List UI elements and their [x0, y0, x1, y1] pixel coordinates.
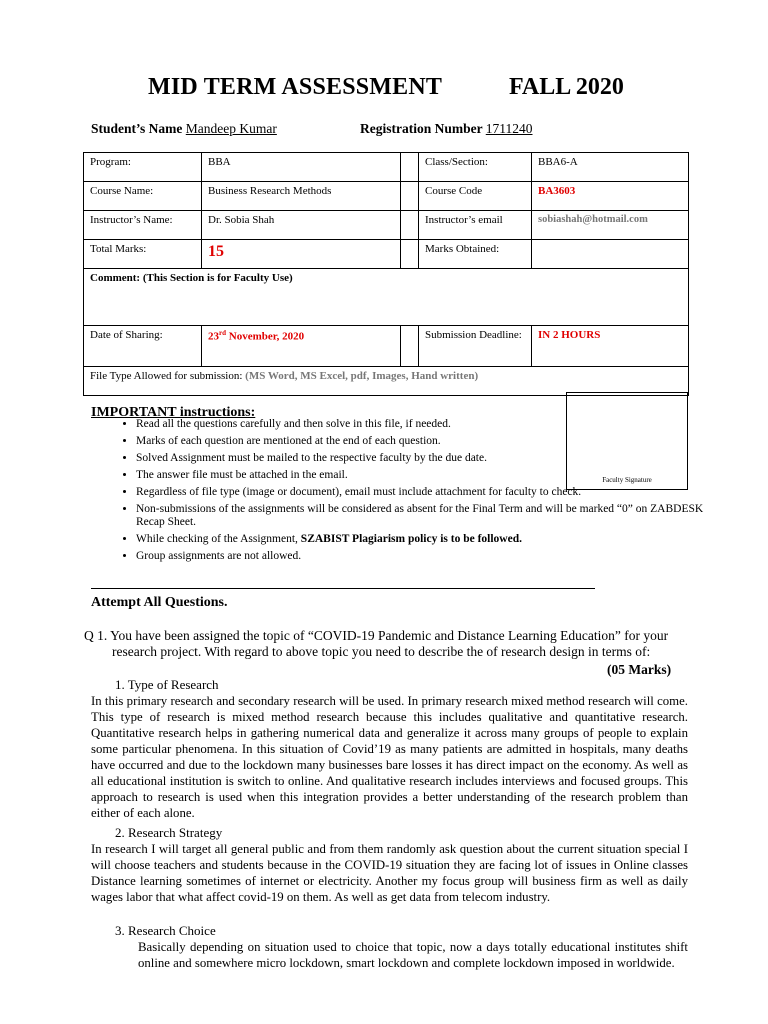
plagiarism-policy: SZABIST Plagiarism policy is to be followed. [300, 533, 522, 545]
table-row [84, 240, 689, 269]
program-value: BBA [202, 153, 401, 182]
date-value [202, 326, 401, 367]
student-name-label: Student’s Name [91, 121, 183, 136]
list-item: • The answer file must be attached in the email. [136, 469, 721, 482]
registration-line [360, 121, 533, 137]
section-2-text: In research I will target all general public and from them randomly ask question about the current situation special I will choose teachers and students because in the COVID-19 situation they are facing lot of issues in Online classes Distance learning sometimes of internet or electricity. Another my focus group will business firm as well as daily wages labor that what affect covid-19 on them. As well as get data from telecom industry. [91, 842, 688, 904]
list-item: • Marks of each question are mentioned at the end of each question. [136, 435, 721, 448]
marks-obtained-value [532, 240, 689, 269]
section-3-text: Basically depending on situation used to choice that topic, now a days totally educational institutes shift online and somewhere micro lockdown, smart lockdown and complete lockdown imposed in worldwide. [138, 940, 688, 970]
filetype-label: File Type Allowed for submission: [90, 370, 246, 382]
list-item-text: While checking of the Assignment, [136, 533, 301, 545]
document-title: MID TERM ASSESSMENT [148, 74, 443, 100]
class-label: Class/Section: [419, 153, 532, 182]
deadline-value: IN 2 HOURS [532, 326, 689, 367]
instructions-heading: IMPORTANT instructions: [91, 405, 256, 420]
student-name-line [91, 121, 277, 137]
spacer-cell [401, 326, 419, 367]
spacer-cell [401, 240, 419, 269]
list-item: • Regardless of file type (image or document), email must include attachment for faculty to check. [136, 486, 721, 499]
spacer-cell [401, 211, 419, 240]
faculty-signature-label: Faculty Signature [602, 476, 652, 484]
date-day: 23 [208, 330, 219, 343]
divider [91, 588, 595, 589]
deadline-label: Submission Deadline: [419, 326, 532, 367]
question-marks: (05 Marks) [607, 662, 672, 677]
table-row [84, 326, 689, 367]
spacer-cell [401, 153, 419, 182]
course-code-value: BA3603 [532, 182, 689, 211]
section-3-title: 3. Research Choice [115, 923, 216, 938]
section-1-text: In this primary research and secondary research will be used. In primary research mixed method research will come. This type of research is mixed method research because this includes qualitative and quantitative research. Quantitative research helps in gathering numerical data and generalize it across many groups of people to explain some particular phenomena. In this situation of Covid’19 as many patients are admitted in hospitals, many deaths have occurred and due to the lockdown many businesses bare losses it has direct impact on the economy. As well as all educational institution is switch to online. And qualitative research includes interviews and focused groups. This approach to research is used when this integration provides a better understanding of the research problem than either of each alone. [91, 694, 688, 820]
date-rest: November, 2020 [226, 330, 305, 343]
registration-label: Registration Number [360, 121, 483, 136]
question-1 [84, 628, 690, 660]
instructor-value: Dr. Sobia Shah [202, 211, 401, 240]
info-table [83, 152, 689, 396]
list-item: • Read all the questions carefully and then solve in this file, if needed. [136, 418, 721, 431]
table-row [84, 211, 689, 240]
email-label: Instructor’s email [419, 211, 532, 240]
document-term: FALL 2020 [509, 74, 624, 100]
course-code-label: Course Code [419, 182, 532, 211]
marks-obtained-label: Marks Obtained: [419, 240, 532, 269]
email-value: sobiashah@hotmail.com [532, 211, 689, 240]
student-name-value: Mandeep Kumar [185, 121, 277, 136]
list-item: • Group assignments are not allowed. [136, 550, 721, 563]
list-item [136, 533, 721, 546]
filetype-value: (MS Word, MS Excel, pdf, Images, Hand written) [245, 370, 479, 382]
list-item: • Solved Assignment must be mailed to the respective faculty by the due date. [136, 452, 721, 465]
table-row [84, 182, 689, 211]
course-name-value: Business Research Methods [202, 182, 401, 211]
table-row [84, 269, 689, 326]
total-marks-value: 15 [202, 240, 401, 269]
spacer-cell [401, 182, 419, 211]
list-item: • Non-submissions of the assignments will be considered as absent for the Final Term and will be marked “0” on ZABDESK Recap Sheet. [136, 503, 721, 529]
program-label: Program: [84, 153, 202, 182]
attempt-heading: Attempt All Questions. [91, 595, 228, 610]
instructions-list [112, 418, 721, 567]
date-label: Date of Sharing: [84, 326, 202, 367]
comment-cell: Comment: (This Section is for Faculty Use) [84, 269, 689, 326]
section-1-title: 1. Type of Research [115, 677, 219, 692]
table-row [84, 153, 689, 182]
registration-value: 1711240 [485, 121, 533, 136]
question-text: Q 1. You have been assigned the topic of “COVID-19 Pandemic and Distance Learning Education” for your research project. With regard to above topic you need to describe the of research design in terms of: [84, 628, 669, 659]
class-value: BBA6-A [532, 153, 689, 182]
date-suffix: rd [219, 329, 226, 337]
total-marks-label: Total Marks: [84, 240, 202, 269]
course-name-label: Course Name: [84, 182, 202, 211]
instructor-label: Instructor’s Name: [84, 211, 202, 240]
section-2-title: 2. Research Strategy [115, 825, 223, 840]
